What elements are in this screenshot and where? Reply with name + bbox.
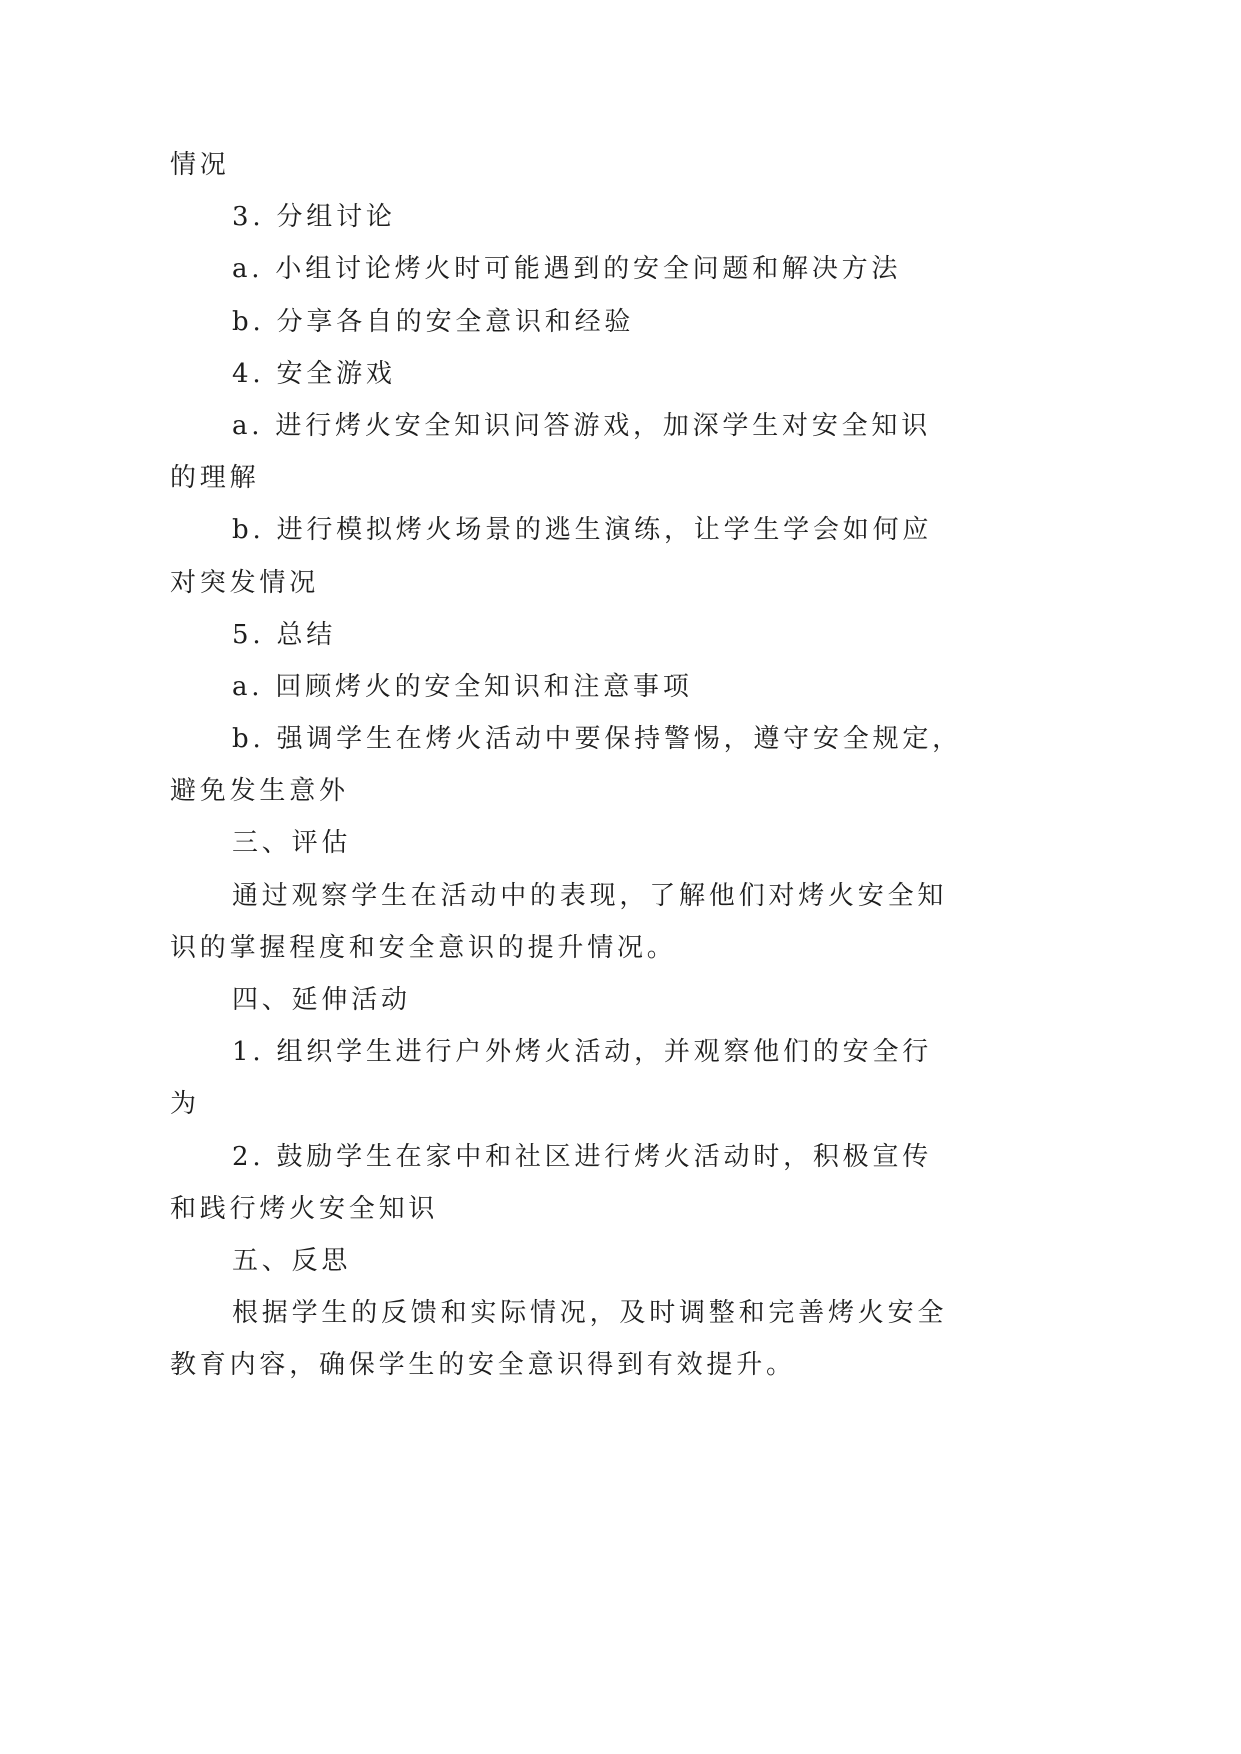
text-line: 三、评估 [232,828,352,859]
text-line: 避免发生意外 [170,776,349,807]
list-item [170,400,1170,504]
list-item [170,504,1170,608]
list-heading-4 [170,348,1170,400]
text-line: 3. 分组讨论 [232,202,396,233]
text-line: b. 进行模拟烤火场景的逃生演练，让学生学会如何应 [232,515,933,546]
document-body [170,139,1170,1392]
section-heading-evaluation [170,817,1170,869]
list-heading-3 [170,191,1170,243]
text-line: 四、延伸活动 [232,985,411,1015]
text-line: 4. 安全游戏 [232,358,396,389]
section-heading-reflection [170,1235,1170,1287]
paragraph [170,1287,1170,1391]
list-item [170,296,1170,348]
text-line: 2. 鼓励学生在家中和社区进行烤火活动时，积极宣传 [232,1141,933,1172]
text-line: 1. 组织学生进行户外烤火活动，并观察他们的安全行 [232,1037,933,1068]
text-line: a. 小组讨论烤火时可能遇到的安全问题和解决方法 [232,254,902,285]
text-line: a. 回顾烤火的安全知识和注意事项 [232,671,693,702]
text-line: 和践行烤火安全知识 [170,1193,439,1224]
paragraph-continued [170,139,1170,191]
list-heading-5 [170,609,1170,661]
list-item [170,243,1170,295]
text-line: 情况 [170,150,230,180]
list-item [170,661,1170,713]
text-line: b. 强调学生在烤火活动中要保持警惕，遵守安全规定， [232,724,962,755]
text-line: b. 分享各自的安全意识和经验 [232,306,635,337]
list-item [170,1131,1170,1235]
list-item [170,1026,1170,1130]
section-heading-extension [170,974,1170,1026]
paragraph [170,870,1170,974]
text-line: 教育内容，确保学生的安全意识得到有效提升。 [170,1350,796,1381]
text-line: 对突发情况 [170,567,320,598]
text-line: 根据学生的反馈和实际情况，及时调整和完善烤火安全 [232,1298,948,1329]
text-line: 通过观察学生在活动中的表现，了解他们对烤火安全知 [232,880,948,911]
text-line: 的理解 [170,463,260,494]
text-line: a. 进行烤火安全知识问答游戏，加深学生对安全知识 [232,410,932,441]
text-line: 为 [170,1089,200,1120]
text-line: 识的掌握程度和安全意识的提升情况。 [170,932,677,963]
text-line: 五、反思 [232,1245,352,1276]
text-line: 5. 总结 [232,619,337,650]
list-item [170,713,1170,817]
